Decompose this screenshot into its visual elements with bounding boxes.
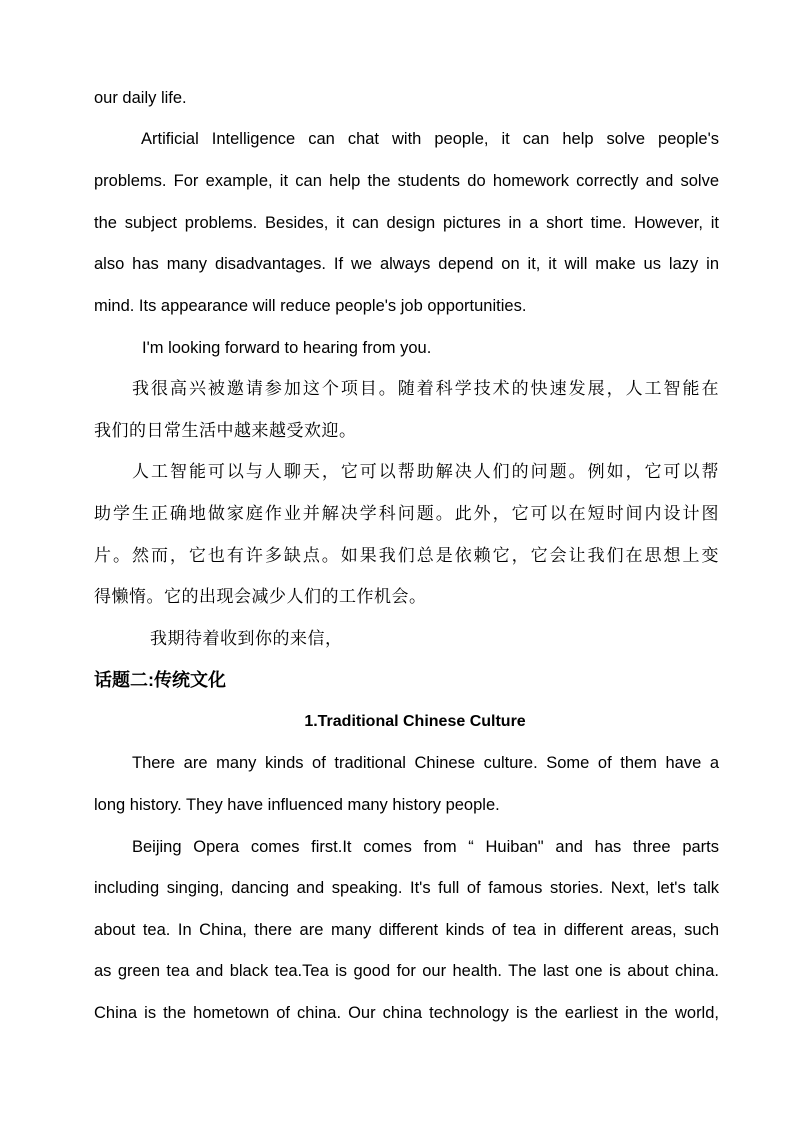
text-line: problems. For example, it can help the students do homework correctly and solve	[94, 172, 719, 190]
text-line: mind. Its appearance will reduce people's job opportunities.	[94, 297, 527, 315]
text-line: Beijing Opera comes first.It comes from “ Huiban" and has three parts	[132, 838, 719, 856]
text-line: 我期待着收到你的来信，	[150, 629, 343, 648]
section-heading: 话题二:传统文化	[94, 670, 226, 690]
text-line: 我很高兴被邀请参加这个项目。随着科学技术的快速发展，人工智能在	[132, 379, 719, 398]
text-line: about tea. In China, there are many different kinds of tea in different areas, such	[94, 921, 719, 939]
document-page	[94, 0, 719, 1123]
section-title: 1.Traditional Chinese Culture	[304, 713, 526, 730]
text-line: 助学生正确地做家庭作业并解决学科问题。此外，它可以在短时间内设计图	[94, 504, 719, 523]
text-line: 得懒惰。它的出现会减少人们的工作机会。	[94, 587, 427, 606]
text-line: our daily life.	[94, 89, 187, 107]
text-line: 我们的日常生活中越来越受欢迎。	[94, 421, 357, 440]
text-line: There are many kinds of traditional Chinese culture. Some of them have a	[132, 754, 719, 772]
text-line: long history. They have influenced many history people.	[94, 796, 500, 814]
text-line: as green tea and black tea.Tea is good for our health. The last one is about china.	[94, 962, 719, 980]
text-line: 片。然而，它也有许多缺点。如果我们总是依赖它，它会让我们在思想上变	[94, 546, 719, 565]
text-line: 人工智能可以与人聊天，它可以帮助解决人们的问题。例如，它可以帮	[132, 462, 719, 481]
text-line: China is the hometown of china. Our china technology is the earliest in the world,	[94, 1004, 719, 1022]
text-line: Artificial Intelligence can chat with people, it can help solve people's	[141, 130, 719, 148]
text-line: I'm looking forward to hearing from you.	[142, 339, 432, 357]
text-line: also has many disadvantages. If we always depend on it, it will make us lazy in	[94, 255, 719, 273]
text-line: the subject problems. Besides, it can design pictures in a short time. However, it	[94, 214, 719, 232]
text-line: including singing, dancing and speaking. It's full of famous stories. Next, let's talk	[94, 879, 719, 897]
